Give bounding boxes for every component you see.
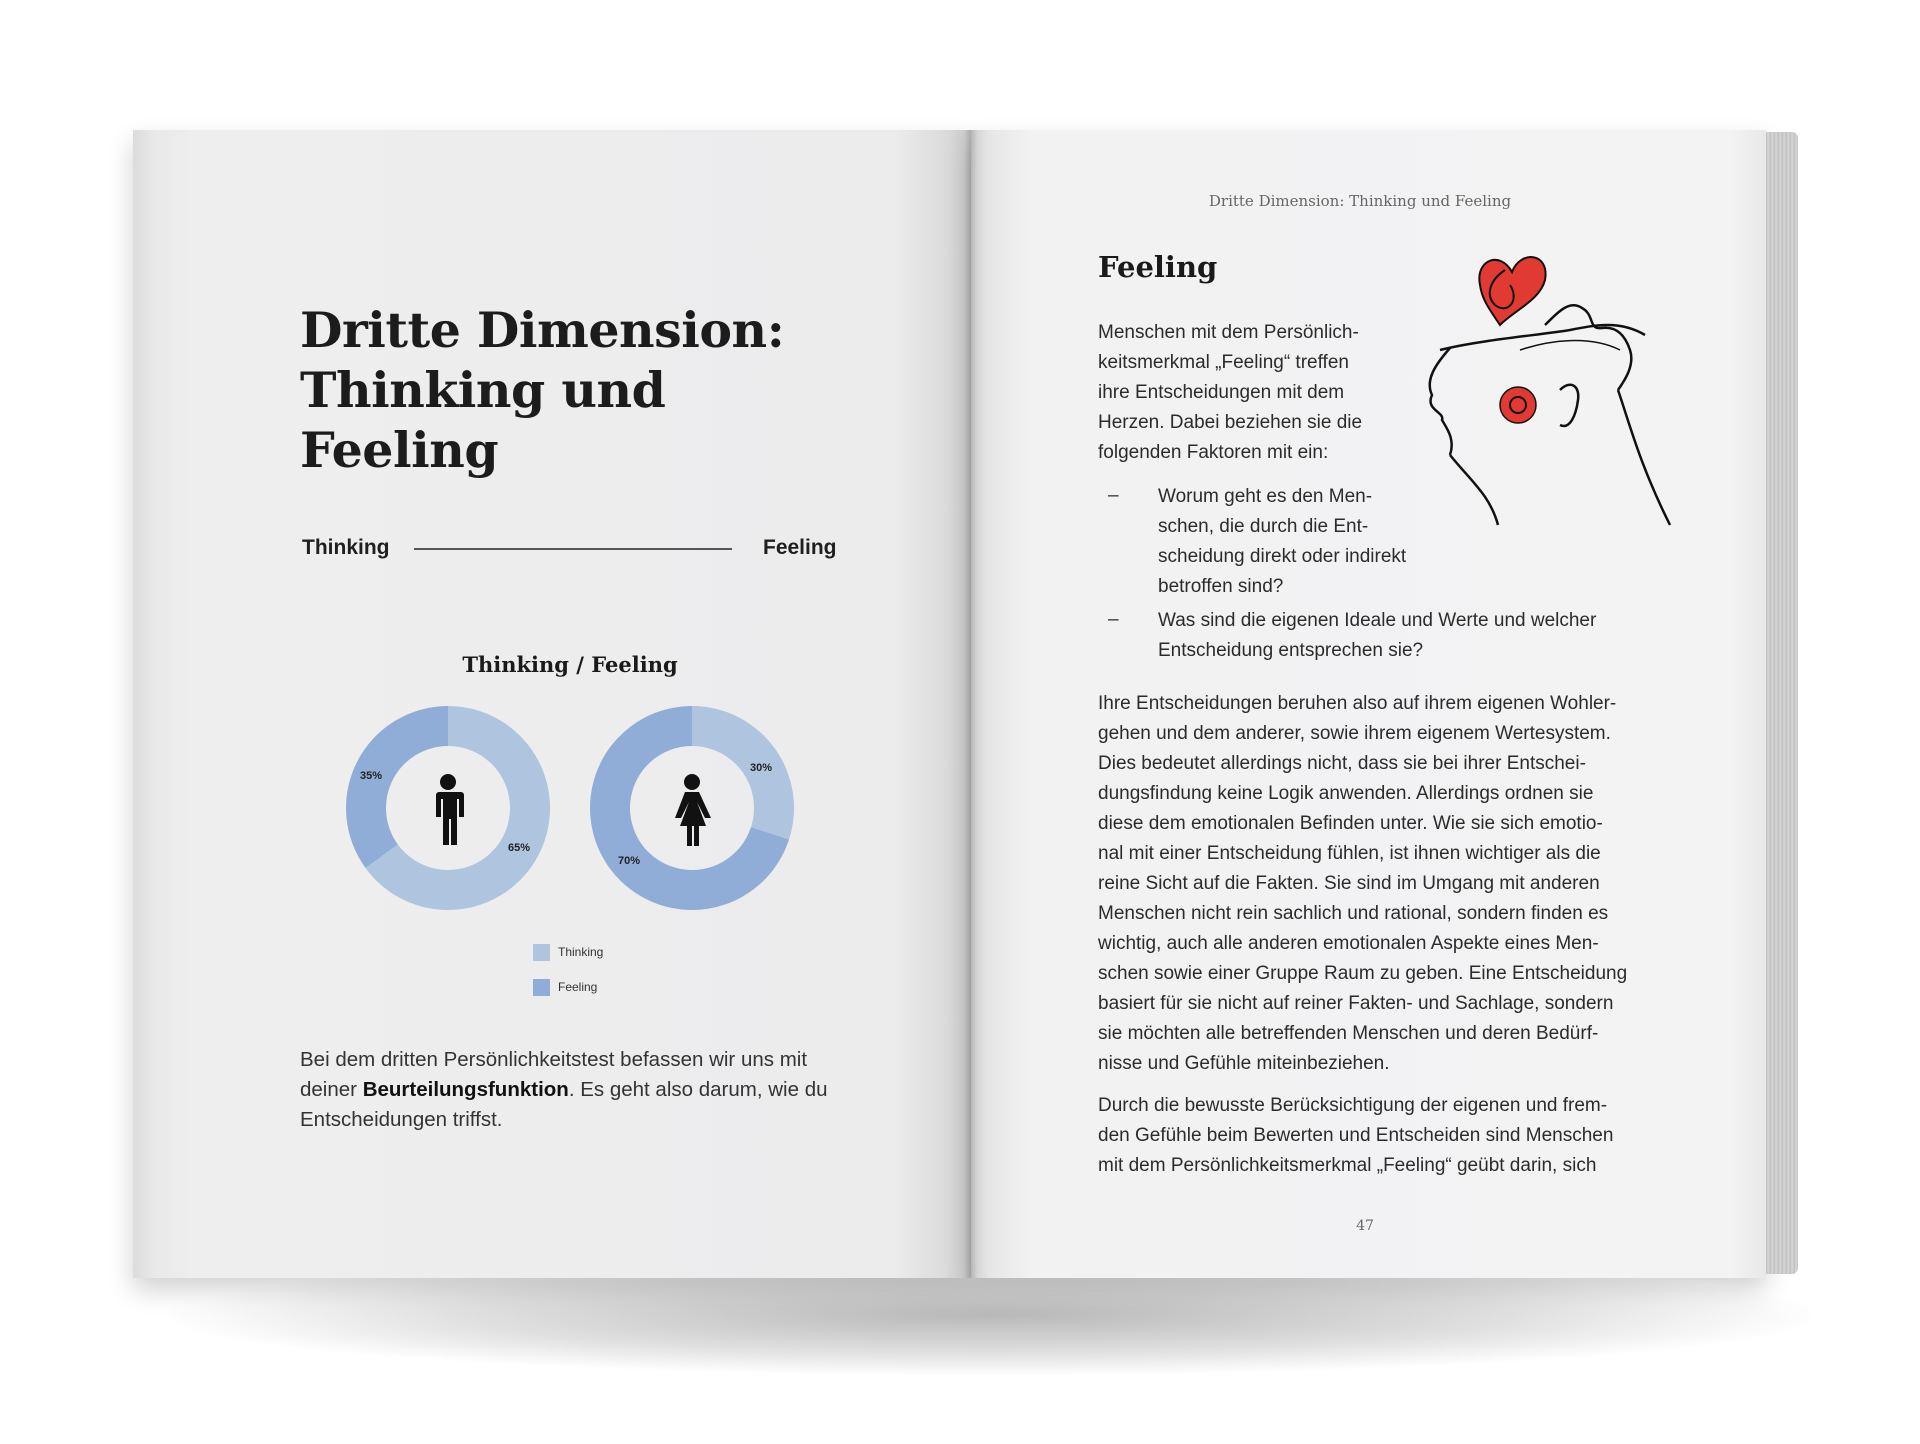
- chapter-title: [300, 300, 860, 480]
- book-gutter: [964, 130, 978, 1278]
- paragraph-line: nal mit einer Entscheidung fühlen, ist ihnen wichtiger als die: [1098, 843, 1601, 864]
- paragraph-1: [1098, 689, 1632, 1079]
- donut-1-thinking-label: 65%: [508, 842, 531, 854]
- donut-1-feeling-label: 35%: [360, 770, 383, 782]
- body-text-end: . Es geht also darum, wie du Entscheidungen triffst.: [300, 1078, 828, 1131]
- scale-right-label: Feeling: [763, 536, 837, 559]
- body-text-start: Bei dem dritten Persönlichkeitstest befassen wir uns mit deiner: [300, 1048, 808, 1101]
- intro-line: folgenden Faktoren mit ein:: [1098, 442, 1329, 463]
- running-head: Dritte Dimension: Thinking und Feeling: [1208, 192, 1512, 210]
- bullet-dash-1: –: [1108, 485, 1119, 506]
- legend-label-feeling: Feeling: [558, 980, 598, 994]
- legend-swatch-feeling: [533, 979, 550, 996]
- chapter-title-line-2: Thinking und Feeling: [300, 361, 666, 479]
- body-text-bold: Beurteilungsfunktion: [362, 1078, 569, 1101]
- paragraph-line: gehen und dem anderer, sowie ihrem eigenem Wertesystem.: [1098, 723, 1611, 744]
- left-page-body: [300, 1045, 840, 1135]
- bullet-item-1: [1158, 482, 1448, 602]
- intro-line: keitsmerkmal „Feeling“ treffen: [1098, 352, 1349, 373]
- male-figure-icon: [435, 774, 464, 845]
- bullet-dash-2: –: [1108, 609, 1119, 630]
- scale-line: [414, 548, 732, 550]
- paragraph-2: [1098, 1091, 1632, 1181]
- intro-line: ihre Entscheidungen mit dem: [1098, 382, 1345, 403]
- head-with-heart-icon: [1420, 240, 1675, 540]
- bullet-line: Worum geht es den Men-: [1158, 486, 1373, 507]
- paragraph-line: Dies bedeutet allerdings nicht, dass sie bei ihrer Entschei-: [1098, 753, 1586, 774]
- paragraph-line: diese dem emotionalen Befinden unter. Wie sie sich emotio-: [1098, 813, 1603, 834]
- section-title: Feeling: [1098, 250, 1218, 284]
- legend-swatch-thinking: [533, 944, 550, 961]
- bullet-line: scheidung direkt oder indirekt: [1158, 546, 1407, 567]
- page-number: 47: [1356, 1218, 1374, 1234]
- page-edges: [1766, 132, 1798, 1274]
- paragraph-line: Durch die bewusste Berücksichtigung der eigenen und frem-: [1098, 1095, 1608, 1116]
- bullet-item-2: [1158, 606, 1638, 666]
- bullet-line: Was sind die eigenen Ideale und Werte und welcher: [1158, 610, 1597, 631]
- paragraph-line: Menschen nicht rein sachlich und rational, sondern finden es: [1098, 903, 1609, 924]
- bullet-line: betroffen sind?: [1158, 576, 1284, 597]
- intro-paragraph: [1098, 318, 1398, 468]
- female-figure-icon: [675, 774, 711, 846]
- paragraph-line: den Gefühle beim Bewerten und Entscheiden sind Menschen: [1098, 1125, 1614, 1146]
- donut-chart-female: [582, 698, 802, 918]
- paragraph-line: schen sowie einer Gruppe Raum zu geben. Eine Entscheidung: [1098, 963, 1628, 984]
- paragraph-line: nisse und Gefühle miteinbeziehen.: [1098, 1053, 1390, 1074]
- paragraph-line: mit dem Persönlichkeitsmerkmal „Feeling“ geübt darin, sich: [1098, 1155, 1597, 1176]
- donut-chart-male: [338, 698, 558, 918]
- paragraph-line: Ihre Entscheidungen beruhen also auf ihrem eigenen Wohler-: [1098, 693, 1617, 714]
- bullet-line: Entscheidung entsprechen sie?: [1158, 640, 1424, 661]
- donut-2-feeling-label: 70%: [618, 855, 641, 867]
- paragraph-line: dungsfindung keine Logik anwenden. Allerdings ordnen sie: [1098, 783, 1594, 804]
- scale-left-label: Thinking: [302, 536, 390, 559]
- donut-slice-thinking: [692, 706, 794, 840]
- intro-line: Menschen mit dem Persönlich-: [1098, 322, 1359, 343]
- chart-title: Thinking / Feeling: [462, 652, 678, 677]
- legend-label-thinking: Thinking: [558, 945, 604, 959]
- donut-slice-feeling: [346, 706, 448, 868]
- chapter-title-line-1: Dritte Dimension:: [300, 301, 785, 359]
- paragraph-line: reine Sicht auf die Fakten. Sie sind im Umgang mit anderen: [1098, 873, 1600, 894]
- intro-line: Herzen. Dabei beziehen sie die: [1098, 412, 1363, 433]
- paragraph-line: wichtig, auch alle anderen emotionalen Aspekte eines Men-: [1098, 933, 1599, 954]
- paragraph-line: basiert für sie nicht auf reiner Fakten- und Sachlage, sondern: [1098, 993, 1614, 1014]
- bullet-line: schen, die durch die Ent-: [1158, 516, 1369, 537]
- donut-2-thinking-label: 30%: [750, 762, 773, 774]
- paragraph-line: sie möchten alle betreffenden Menschen und deren Bedürf-: [1098, 1023, 1599, 1044]
